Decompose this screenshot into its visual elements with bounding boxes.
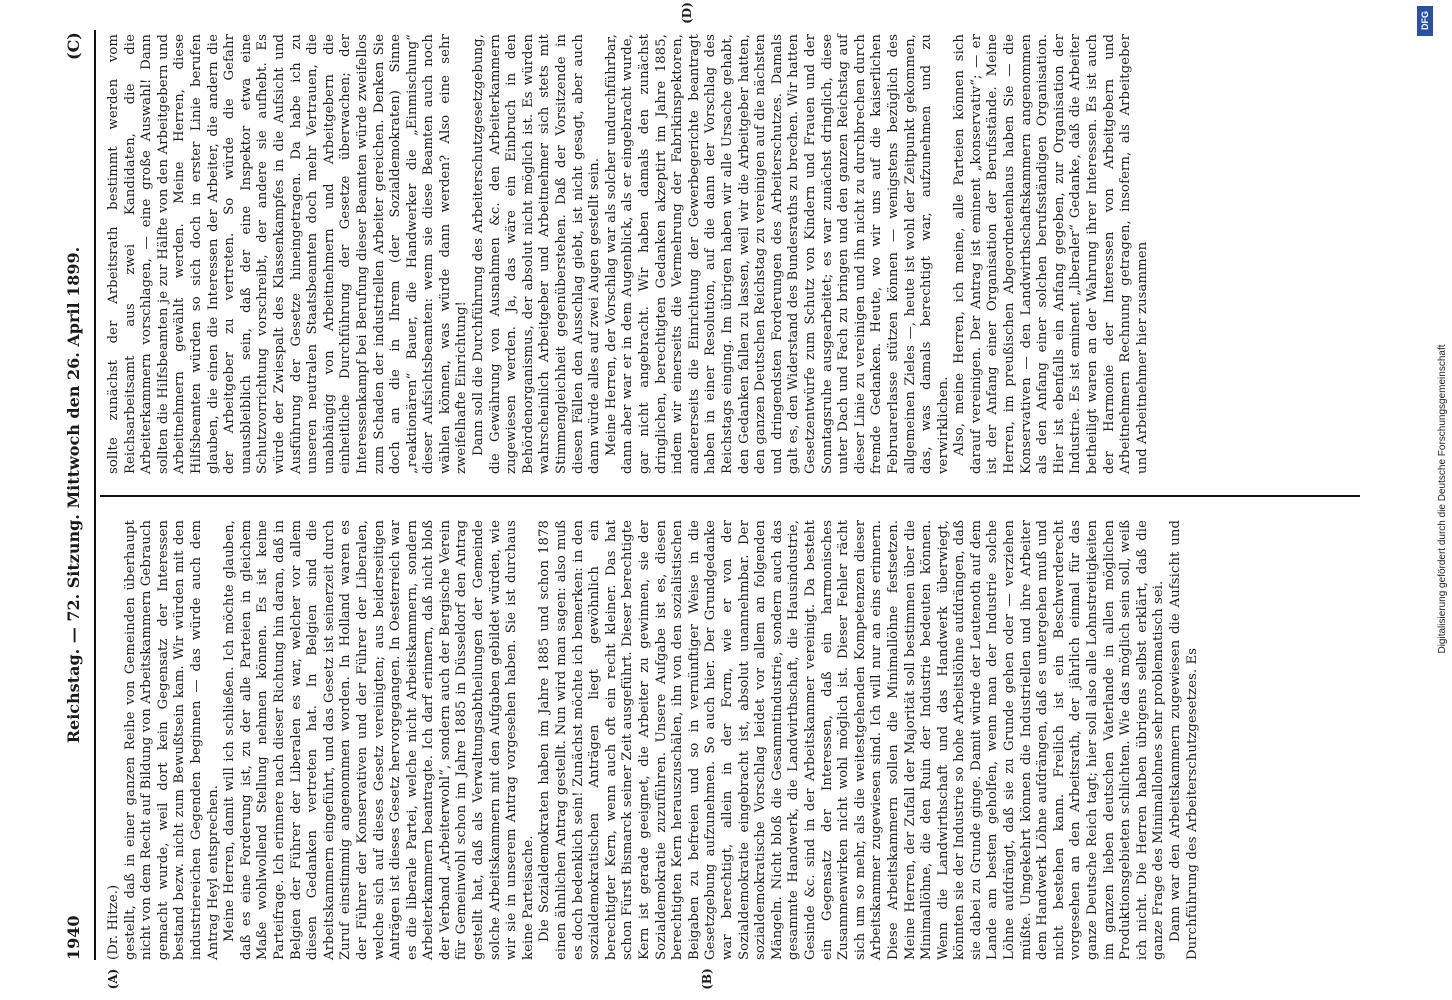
header-column-marker: (C) [64,32,83,60]
page-title: Reichstag. — 72. Sitzung. Mittwoch den 26. April 1899. [64,246,83,744]
dfg-logo: DFG [1417,6,1433,36]
column-rule [100,495,1360,497]
digitization-sidebar [1416,0,1448,1000]
right-paragraph: Dann soll die Durchführung des Arbeiterschutzgesetzgebung, die Gewährung von Ausnahmen &c. den Arbeiterkammern zugewiesen werden. Ja, das wäre ein Einbruch in den Behördenorganismus, der absolut nicht möglich ist. Es würden wahrscheinlich Arbeitgeber und Arbeitnehmer sich stets mit Stimmengleichheit gegenüberstehen. Daß der Vorsitzende in diesen Fällen den Ausschlag giebt, ist nicht gesagt, aber auch dann würde alles auf zwei Augen gestellt sein. [471,34,603,474]
header-rule [94,30,96,960]
page-content [60,2,1360,990]
page-number: 1940 [64,915,83,960]
right-paragraph: Also, meine Herren, ich meine, alle Parteien können sich darauf vereinigen. Der Antrag ist eminent „konservativ“; — er ist der Anfang einer Organisation der Berufsstände. Meine Herren, im preußischen Abgeordnetenhaus haben Sie — die Konservativen — den Landwirthschaftskammern angenommen als den Anfang einer solchen berufsständigen Organisation. Hier ist ebenfalls ein Anfang gegeben, zur Organisation der Industrie. Es ist eminent „liberaler“ Gedanke, daß die Arbeiter betheiligt waren an der Wahrung ihrer Interessen. Es ist auch der Harmonie der Interessen von Arbeitgebern und Arbeitnehmern Rechnung getragen, insofern, als Arbeitgeber und Arbeitnehmer hier zusammen [952,34,1150,474]
left-paragraph: Meine Herren, damit will ich schließen. Ich möchte glauben, daß es eine Forderung ist, zu der alle Parteien in gleichem Maße wohlwollend Stellung nehmen können. Es ist keine Parteifrage. Ich erinnere nach dieser Richtung hin daran, daß in Belgien der Führer der Liberalen es war, welcher vor allem diesen Gedanken vertreten hat. In Belgien sind die Arbeitskammern eingeführt, und das Gesetz ist seinerzeit durch Zuruf einstimmig angenommen worden. In Holland waren es der Führer der Konservativen und der Führer der Liberalen, welche sich auf dieses Gesetz vereinigten; aus beiderseitigen Anträgen ist dieses Gesetz hervorgegangen. In Oesterreich war es die liberale Partei, welche nicht Arbeitskammern, sondern Arbeiterkammern beantragte. Ich darf erinnern, daß nicht bloß der Verband „Arbeiterwohl“, sondern auch der Bergische Verein für Gemeinwohl schon im Jahre 1885 in Düsseldorf den Antrag gestellt hat, daß als Verwaltungsabtheilungen der Gemeinde solche Arbeitskammern mit den Aufgaben gebildet würden, wie wir sie in unserem Antrag vorgesehen haben. Sie ist durchaus keine Parteisache. [222,520,536,960]
right-paragraph: Meine Herren, der Vorschlag war als solcher undurchführbar, dann aber war er in dem Augenblick, als er eingebracht wurde, gar nicht angebracht. Wir haben damals den zunächst dringlichen, berechtigten Gedanken akzeptirt im Jahre 1885, indem wir einerseits die Vermehrung der Fabrikinspektoren, andererseits die Einrichtung der Gewerbegerichte beantragt haben in einer Resolution, auf die dann der Vorschlag des Reichstags einging. Im übrigen haben wir alle Ursache gehabt, den Gedanken fallen zu lassen, weil wir die Arbeitgeber hatten, den ganzen Deutschen Reichstag zu vereinigen auf die nächsten und dringendsten Forderungen des Arbeiterschutzes. Damals galt es, den Widerstand des Bundesraths zu brechen. Wir hatten Gesetzentwürfe zum Schutz von Kindern und Frauen und der Sonntagsruhe ausgearbeitet; es war zunächst dringlich, diese unter Dach und Fach zu bringen und den ganzen Reichstag auf dieser Linie zu vereinigen und ihn nicht zu durchbrechen durch fremde Gedanken. Heute, wo wir uns auf die kaiserlichen Februarerlasse stützen können — wenigstens bezüglich des allgemeinen Zieles —, heute ist wohl der Zeitpunkt gekommen, das, was damals berechtigt war, aufzunehmen und zu verwirklichen. [603,34,951,474]
left-paragraph: Dann war den Arbeitskammern zugewiesen die Aufsicht und Durchführung des Arbeiterschutzgesetzes. Es [1168,520,1200,960]
left-paragraph: gestellt, daß in einer ganzen Reihe von Gemeinden überhaupt nicht von dem Recht auf Bildung von Arbeitskammern Gebrauch gemacht wurde, weil dort kein Gegensatz der Interessen bestand bezw. nicht zum Bewußtsein kam. Wir würden mit den industriereichen Gegenden beginnen — das würde auch dem Antrag Heyl entsprechen. [122,520,221,960]
speaker-label: (Dr. Hitze.) [106,884,121,960]
right-paragraph: sollte zunächst der Arbeitsrath bestimmt werden vom Reichsarbeitsamt aus zwei Kandidaten, die die Arbeiterkammern vorschlagen, — eine große Auswahl! Dann sollten die Hilfsbeamten je zur Hälfte von den Arbeitgebern und Arbeitnehmern gewählt werden. Meine Herren, diese Hilfsbeamten würden so sich doch in erster Linie berufen glauben, die einen die Interessen der Arbeiter, die andern die der Arbeitgeber zu vertreten. So würde die Gefahr unausbleiblich sein, daß der eine Inspektor etwa eine Schutzvorrichtung vorschreibt, der andere sie aufhebt. Es würde der Zwiespalt des Klassenkampfes in die Aufsicht und Ausführung der Gesetze hineingetragen. Da habe ich zu unseren neutralen Staatsbeamten doch mehr Vertrauen, die unabhängig von Arbeitnehmern und Arbeitgebern die einheitliche Durchführung der Gesetze überwachen; der Interessenkampf bei Berufung dieser Beamten würde zweifellos zum Schaden der industriellen Arbeiter gereichen. Denken Sie doch an die in Ihrem (der Sozialdemokraten) Sinne „reaktionären“ Bauer, die Handwerker die „Einmischung“ dieser Aufsichtsbeamten: wenn sie diese Beamten auch noch wählen können, was würde dann werden? Also eine sehr zweifelhafte Einrichtung! [106,34,470,474]
digitization-credit: Digitalisierung gefördert durch die Deutsche Forschungsgemeinschaft [1437,344,1448,654]
left-column [106,520,1356,960]
right-column [106,34,1356,474]
margin-marker-d: (D) [680,2,694,24]
page-header [60,30,90,960]
left-paragraph: Die Sozialdemokraten haben im Jahre 1885 und schon 1878 einen ähnlichen Antrag gestellt. Nun wird man sagen: also muß es doch bedenklich sein! Zunächst möchte ich bemerken: in den sozialdemokratischen Anträgen liegt gewöhnlich ein berechtigter Kern, wenn auch oft ein recht kleiner. Das hat schon Fürst Bismarck seiner Zeit ausgeführt. Dieser berechtigte Kern ist gerade geeignet, die Arbeiter zu gewinnen, sie der Sozialdemokratie zuzuführen. Unsere Aufgabe ist es, diesen berechtigten Kern herauszuschälen, ihn von den sozialistischen Beigaben zu befreien und so in vernünftiger Weise in die Gesetzgebung aufzunehmen. So auch hier. Der Grundgedanke war berechtigt, allein in der Form, wie er von der Sozialdemokratie eingebracht ist, absolut unannehmbar. Der sozialdemokratische Vorschlag leidet vor allem an folgenden Mängeln. Nicht bloß die Gesammtindustrie, sondern auch das gesammte Handwerk, die Landwirthschaft, die Hausindustrie, Gesinde &c. sind in der Arbeitskammer vereinigt. Da besteht ein Gegensatz der Interessen, daß ein harmonisches Zusammenwirken nicht wohl möglich ist. Dieser Fehler rächt sich um so mehr, als die weitestgehenden Kompetenzen dieser Arbeitskammer zugewiesen sind. Ich will nur an eins erinnern. Diese Arbeitskammern sollen die Minimallöhne festsetzen. Meine Herren, der Zufall der Majorität soll bestimmen über die Minimallöhne, die den Ruin der Industrie bedeuten können. Wenn die Landwirthschaft und das Handwerk überwiegt, könnten sie der Industrie so hohe Arbeitslöhne aufdrängen, daß sie dabei zu Grunde ginge. Damit würde der Leutenoth auf dem Lande am besten geholfen, wenn man der Industrie solche Löhne aufdrängt, daß sie zu Grunde gehen oder — verziehen müßte. Umgekehrt können die Industriellen und ihre Arbeiter dem Handwerk Löhne aufdrängen, daß es untergehen muß und nicht bestehen kann. Freilich ist ein Beschwerderecht vorgesehen an den Arbeitsrath, der jährlich einmal für das ganze Deutsche Reich tagt; hier soll also alle Lohnstreitigkeiten im ganzen lieben deutschen Vaterlande in allen möglichen Produktionsgebieten schlichten. Wie das möglich sein soll, weiß ich nicht. Die Herren haben übrigens selbst erklärt, daß die ganze Frage des Minimallohnes sehr problematisch sei. [537,520,1167,960]
margin-marker-b: (B) [700,968,714,990]
margin-marker-a: (A) [106,968,120,990]
